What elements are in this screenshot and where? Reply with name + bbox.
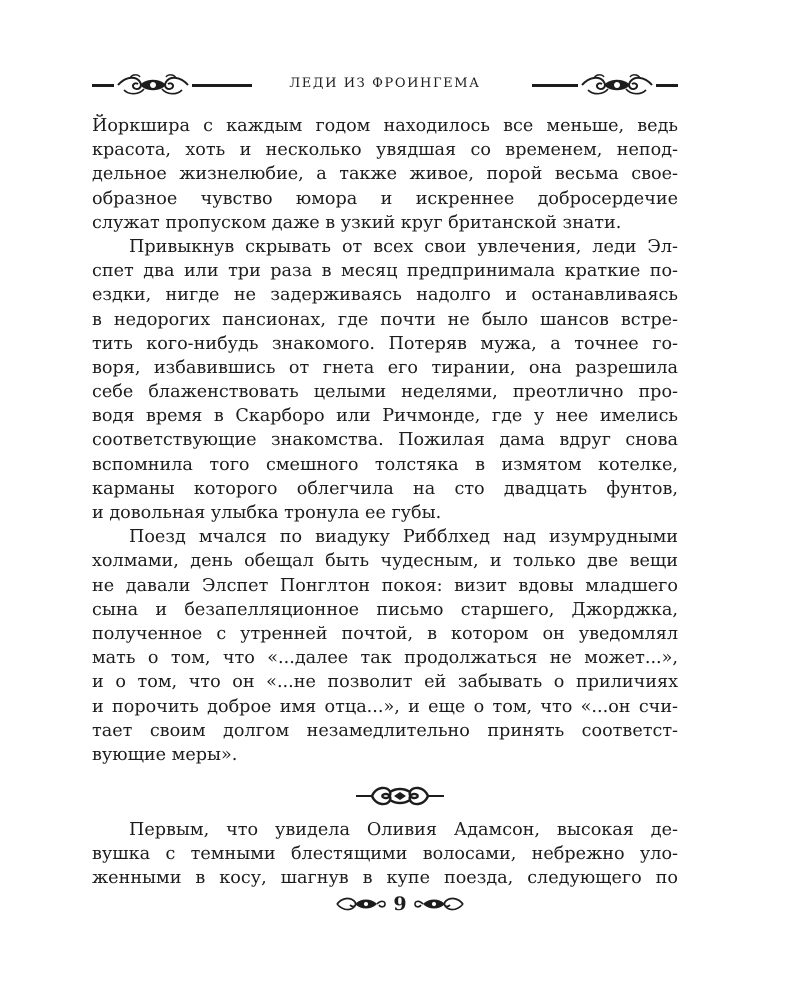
page-body (92, 114, 678, 767)
text-line: Йоркшира с каждым годом находилось все меньше, ведь (92, 116, 678, 136)
floral-ornament-left-icon (110, 72, 196, 98)
section-divider (0, 782, 800, 810)
text-line: соответствующие знакомства. Пожилая дама вдруг снова (92, 430, 678, 451)
text-line: спет два или три раза в месяц предпринимала краткие по- (92, 261, 678, 282)
text-line: образное чувство юмора и искреннее добросердечие (92, 188, 678, 209)
text-line: дельное жизнелюбие, а также живое, порой весьма свое- (92, 164, 678, 185)
text-line: Привыкнув скрывать от всех свои увлечения, леди Эл- (129, 236, 678, 257)
text-line: служат пропуском даже в узкий круг британской знати. (92, 212, 622, 233)
running-header (92, 70, 678, 100)
page-body-continued (92, 818, 678, 891)
text-line: полученное с утренней почтой, в котором он уведомлял (92, 623, 678, 644)
text-line: ездки, нигде не задерживаясь надолго и останавливаясь (92, 285, 678, 306)
text-line: вспомнила того смешного толстяка в измятом котелке, (92, 454, 678, 475)
text-line: тает своим долгом незамедлительно принять соответст- (92, 720, 678, 741)
text-line: в недорогих пансионах, где почти не было шансов встре- (92, 309, 678, 330)
text-line: холмами, день обещал быть чудесным, и только две вещи (92, 551, 678, 572)
text-line: Поезд мчался по виадуку Рибблхед над изумрудными (129, 527, 678, 548)
text-line: не давали Элспет Понглтон покоя: визит вдовы младшего (92, 575, 678, 596)
text-line: красота, хоть и несколько увядшая со временем, непод- (92, 140, 678, 161)
scroll-ornament-icon (354, 782, 446, 810)
text-line: вующие меры». (92, 744, 238, 765)
page-number: 9 (393, 893, 407, 915)
text-line: тить кого-нибудь знакомого. Потеряв мужа, а точнее го- (92, 333, 678, 354)
text-line: карманы которого облегчила на сто двадцать фунтов, (92, 478, 678, 499)
text-line: вушка с темными блестящими волосами, небрежно уло- (92, 844, 678, 865)
text-line: воря, избавившись от гнета его тирании, она разрешила (92, 357, 678, 378)
text-line: и порочить доброе имя отца...», и еще о том, что «...он счи- (92, 696, 678, 717)
text-line: и довольная улыбка тронула ее губы. (92, 503, 442, 523)
text-line: мать о том, что «...далее так продолжаться не может...», (92, 648, 678, 669)
text-line: женными в косу, шагнув в купе поезда, следующего по (92, 868, 678, 889)
text-line: сына и безапелляционное письмо старшего, Джорджка, (92, 599, 678, 620)
text-line: себе блаженствовать целыми неделями, преотлично про- (92, 382, 678, 403)
footer-ornament-right-icon (413, 895, 465, 913)
text-line: водя время в Скарборо или Ричмонде, где у нее имелись (92, 406, 678, 427)
floral-ornament-right-icon (574, 72, 660, 98)
page-footer (0, 892, 800, 916)
text-line: и о том, что он «...не позволит ей забывать о приличиях (92, 672, 678, 693)
footer-ornament-left-icon (335, 895, 387, 913)
text-line: Первым, что увидела Оливия Адамсон, высокая де- (129, 820, 678, 840)
running-title: ЛЕДИ ИЗ ФРОИНГЕМА (289, 76, 481, 91)
